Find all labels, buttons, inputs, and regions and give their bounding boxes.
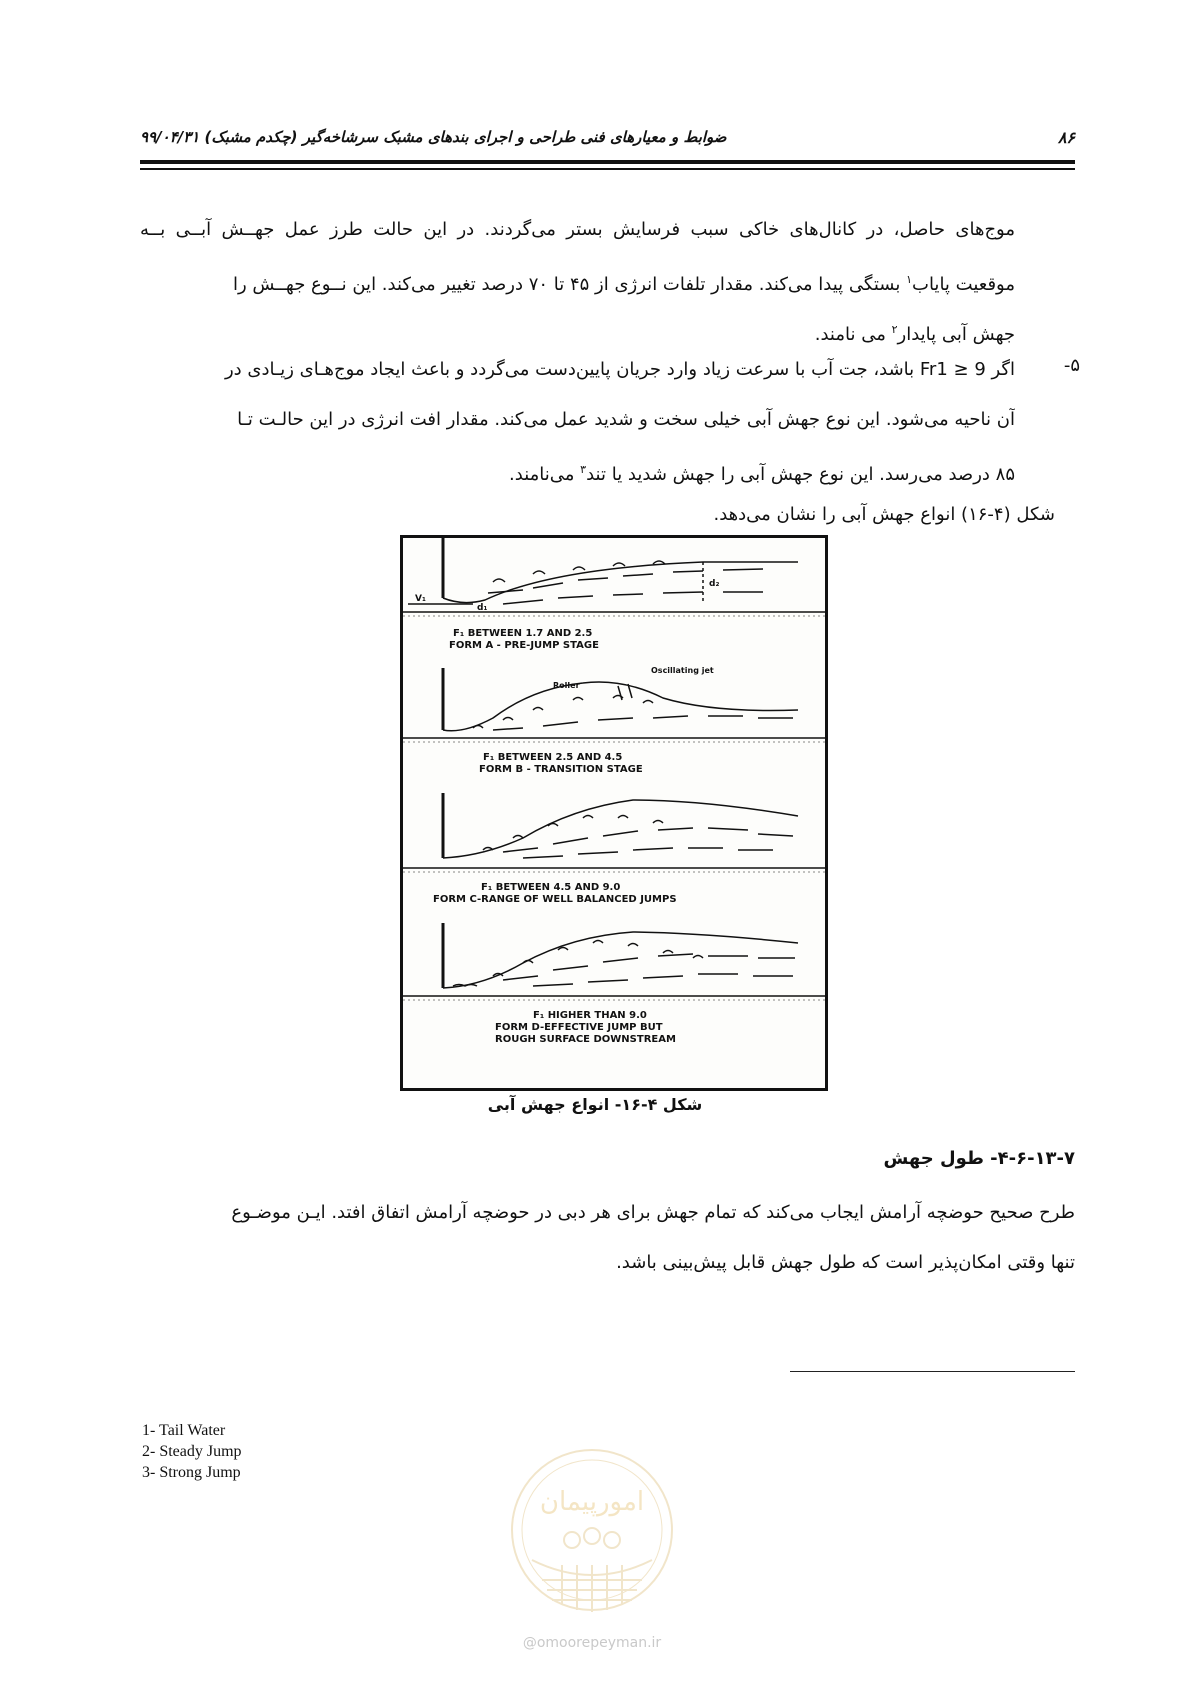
footnote-ref: ۱ xyxy=(906,273,912,286)
body-paragraph-1 xyxy=(140,205,1015,355)
page-header xyxy=(140,128,1075,150)
panel-b-subtitle: FORM B - TRANSITION STAGE xyxy=(479,764,643,775)
text-line: موج‌های حاصل، در کانال‌های خاکی سبب فرسایش بستر می‌گردند. در این حالت طرز عمل جهــش آبــی بــه xyxy=(140,219,1015,240)
list-item-5 xyxy=(140,345,1015,495)
footnotes xyxy=(142,1420,242,1483)
section-paragraph xyxy=(140,1188,1075,1288)
text-line: ۸۵ درصد می‌رسد. این نوع جهش آبی را جهش شدید یا تند$^۳$ می‌نامند. xyxy=(509,463,1015,485)
header-rule xyxy=(140,160,1075,164)
watermark-site: @omoorepeyman.ir xyxy=(522,1635,662,1651)
panel-a-title: F₁ BETWEEN 1.7 AND 2.5 xyxy=(453,628,593,639)
section-heading: ۴-۶-۱۳-۷- طول جهش xyxy=(883,1148,1075,1169)
page-number: ۸۶ xyxy=(1057,128,1075,147)
text-line: آن ناحیه می‌شود. این نوع جهش آبی خیلی سخت و شدید عمل می‌کند. مقدار افت انرژی در این حالـت تـا xyxy=(237,409,1015,430)
panel-d-subtitle: FORM D-EFFECTIVE JUMP BUT xyxy=(495,1022,663,1033)
svg-text:امورپیمان: امورپیمان xyxy=(539,1487,645,1517)
footnote-1: 1- Tail Water xyxy=(142,1422,226,1439)
panel-d-subtitle-2: ROUGH SURFACE DOWNSTREAM xyxy=(495,1034,676,1045)
panel-d xyxy=(403,923,825,1000)
figure-illustration xyxy=(403,538,825,1088)
panel-a xyxy=(403,538,825,616)
watermark xyxy=(492,1440,692,1651)
text-line: جهش آبی پایدار$^۲$ می نامند. xyxy=(814,323,1015,345)
d1-label: d₁ xyxy=(477,603,488,613)
panel-d-title: F₁ HIGHER THAN 9.0 xyxy=(533,1010,647,1021)
panel-c xyxy=(403,793,825,872)
panel-b xyxy=(403,668,825,742)
panel-a-subtitle: FORM A - PRE-JUMP STAGE xyxy=(449,640,599,651)
footnote-2: 2- Steady Jump xyxy=(142,1443,242,1460)
footnote-ref: ۲ xyxy=(891,323,898,336)
running-title: ضوابط و معیارهای فنی طراحی و اجرای بندهای مشبک سرشاخه‌گیر (چکدم مشبک) ۹۹/۰۴/۳۱ xyxy=(140,128,727,146)
roller-label: Roller xyxy=(553,681,580,690)
v1-label: V₁ xyxy=(415,594,426,604)
figure-caption: شکل ۴-۱۶- انواع جهش آبی xyxy=(487,1095,703,1114)
footnote-3: 3- Strong Jump xyxy=(142,1464,241,1481)
footnote-ref: ۳ xyxy=(580,463,587,476)
panel-b-title: F₁ BETWEEN 2.5 AND 4.5 xyxy=(483,752,623,763)
text-line: تنها وقتی امکان‌پذیر است که طول جهش قابل پیش‌بینی باشد. xyxy=(616,1252,1075,1273)
text-line: طرح صحیح حوضچه آرامش ایجاب می‌کند که تمام جهش برای هر دبی در حوضچه آرامش اتفاق افتد. ایـن موضـوع xyxy=(231,1202,1075,1223)
oscillating-jet-label: Oscillating jet xyxy=(651,666,714,675)
panel-c-subtitle: FORM C-RANGE OF WELL BALANCED JUMPS xyxy=(433,894,677,905)
text-line: اگر Fr1 ≥ 9 باشد، جت آب با سرعت زیاد وارد جریان پایین‌دست می‌گردد و باعث ایجاد موج‌هـای زیـادی در xyxy=(224,359,1015,380)
d2-label: d₂ xyxy=(709,579,720,589)
panel-c-title: F₁ BETWEEN 4.5 AND 9.0 xyxy=(481,882,621,893)
figure-lead-text: شکل (۴-۱۶) انواع جهش آبی را نشان می‌دهد. xyxy=(713,504,1055,525)
text-line: موقعیت پایاب$^۱$ بستگی پیدا می‌کند. مقدار تلفات انرژی از ۴۵ تا ۷۰ درصد تغییر می‌کند. این نــوع جهــش را xyxy=(232,273,1015,295)
watermark-logo-icon xyxy=(492,1440,692,1630)
list-number: ۵- xyxy=(1063,355,1080,376)
footnote-separator xyxy=(790,1371,1075,1372)
hydraulic-jump-figure xyxy=(400,535,828,1091)
header-rule-thin xyxy=(140,168,1075,170)
